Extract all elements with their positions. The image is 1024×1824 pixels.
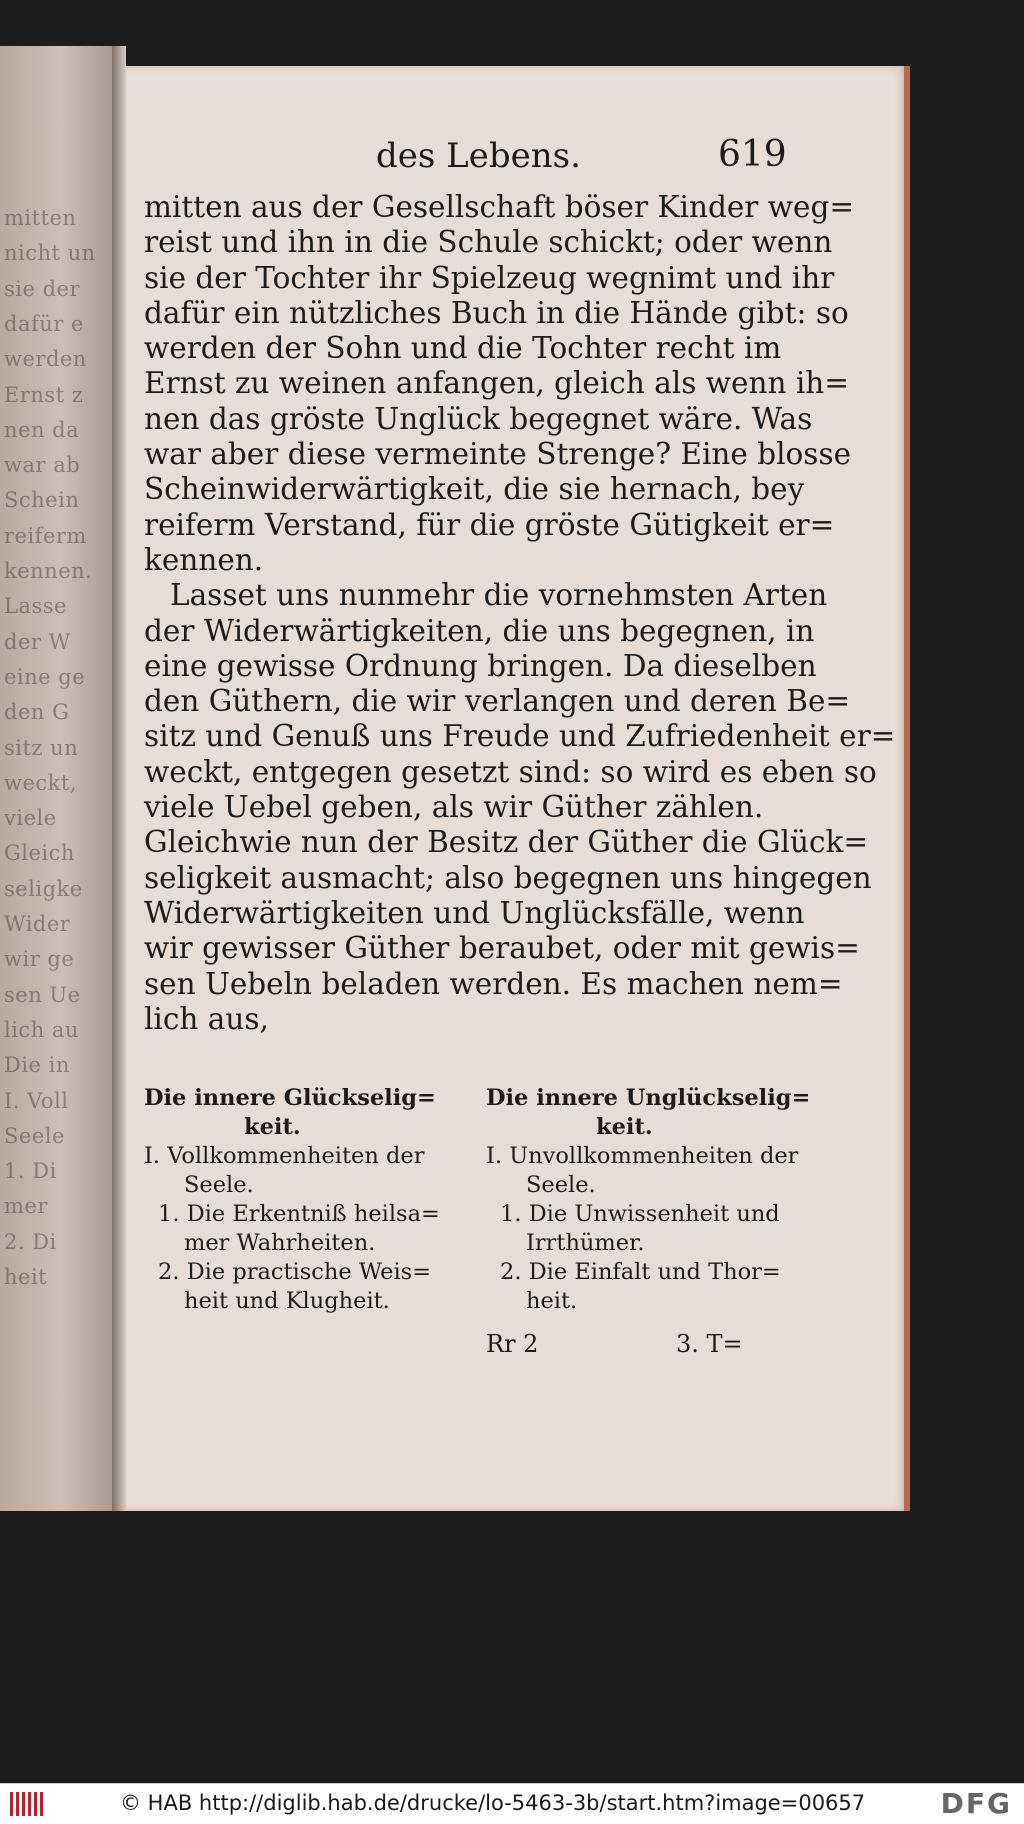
facing-page-text: Ernst z xyxy=(4,382,84,407)
catchword: 3. T= xyxy=(676,1330,743,1358)
signature-mark: Rr 2 xyxy=(486,1330,539,1358)
list-item-cont: Seele. xyxy=(526,1172,596,1198)
facing-page-text: sitz un xyxy=(4,735,79,760)
list-item: 2. Die Einfalt und Thor= xyxy=(500,1259,781,1285)
footer-bar xyxy=(0,1783,1024,1824)
facing-page-text: weckt, xyxy=(4,770,78,795)
text-line: wir gewisser Güther beraubet, oder mit gewis= xyxy=(144,931,860,966)
text-line: eine gewisse Ordnung bringen. Da dieselben xyxy=(144,648,817,683)
facing-page-text: Seele xyxy=(4,1123,65,1148)
facing-page-text: Die in xyxy=(4,1053,70,1078)
list-item-cont: mer Wahrheiten. xyxy=(184,1230,376,1256)
list-item: I. Unvollkommenheiten der xyxy=(486,1143,799,1169)
facing-page-text: nen da xyxy=(4,417,80,442)
facing-page-text: wir ge xyxy=(4,947,75,972)
facing-page-text: mitten xyxy=(4,206,77,230)
list-item: 1. Die Erkentniß heilsa= xyxy=(158,1201,440,1227)
body-text xyxy=(144,190,900,1037)
text-line: reiferm Verstand, für die gröste Gütigkeit er= xyxy=(144,507,835,542)
list-item: 1. Die Unwissenheit und xyxy=(500,1201,780,1227)
text-line: weckt, entgegen gesetzt sind: so wird es eben so xyxy=(144,754,877,789)
facing-page-text: 2. Di xyxy=(4,1229,57,1254)
facing-page-edge xyxy=(0,46,112,1511)
facing-page-text: Gleich xyxy=(4,841,75,866)
facing-page-text: I. Voll xyxy=(4,1088,69,1113)
facing-page-text: heit xyxy=(4,1265,48,1289)
facing-page-text: reiferm xyxy=(4,523,87,548)
text-line: Gleichwie nun der Besitz der Güther die Glück= xyxy=(144,825,869,860)
column-heading-cont: keit. xyxy=(596,1114,653,1140)
dfg-logo: DFG xyxy=(940,1787,1012,1820)
facing-page-text: dafür e xyxy=(4,311,84,336)
facing-page-text: den G xyxy=(4,700,70,725)
comparison-columns xyxy=(144,1084,900,1314)
text-line: werden der Sohn und die Tochter recht im xyxy=(144,331,782,366)
page-edge xyxy=(904,66,910,1511)
facing-page-text: lich au xyxy=(4,1017,79,1042)
text-line: sitz und Genuß uns Freude und Zufriedenheit er= xyxy=(144,719,896,754)
facing-page-text: war ab xyxy=(4,453,81,478)
text-line: Scheinwiderwärtigkeit, die sie hernach, bey xyxy=(144,472,805,507)
list-item-cont: Seele. xyxy=(184,1172,254,1198)
list-item-cont: Irrthümer. xyxy=(526,1230,645,1256)
text-line: Ernst zu weinen anfangen, gleich als wenn ih= xyxy=(144,366,849,401)
facing-page-text: nicht un xyxy=(4,241,96,266)
facing-page-text: eine ge xyxy=(4,664,86,689)
facing-page-text: werden xyxy=(4,347,87,372)
text-line: lich aus, xyxy=(144,1001,269,1036)
page-gutter xyxy=(112,46,126,1511)
facing-page-text: sie der xyxy=(4,276,81,301)
column-happiness xyxy=(144,1084,484,1316)
text-line: nen das gröste Unglück begegnet wäre. Was xyxy=(144,401,813,436)
text-line: Lasset uns nunmehr die vornehmsten Arten xyxy=(170,578,828,613)
facing-page-text: 1. Di xyxy=(4,1159,57,1184)
text-line: reist und ihn in die Schule schickt; oder wenn xyxy=(144,225,833,260)
text-line: mitten aus der Gesellschaft böser Kinder weg= xyxy=(144,190,855,224)
column-heading: Die innere Unglückselig= xyxy=(486,1085,811,1111)
facing-page-text: Lasse xyxy=(4,594,67,619)
text-line: den Güthern, die wir verlangen und deren Be= xyxy=(144,684,851,719)
text-line: Widerwärtigkeiten und Unglücksfälle, wenn xyxy=(144,895,805,930)
facing-page-text: viele xyxy=(4,806,57,831)
page-number: 619 xyxy=(718,134,787,175)
facing-page-text: mer xyxy=(4,1194,48,1219)
facing-page-text: Wider xyxy=(4,912,71,936)
column-heading: Die innere Glückselig= xyxy=(144,1085,436,1111)
column-unhappiness xyxy=(486,1084,826,1316)
text-line: sie der Tochter ihr Spielzeug wegnimt und ihr xyxy=(144,260,835,295)
facing-page-text: seligke xyxy=(4,876,83,901)
text-line: seligkeit ausmacht; also begegnen uns hingegen xyxy=(144,860,872,895)
facing-page-text: Schein xyxy=(4,488,80,513)
list-item: 2. Die practische Weis= xyxy=(158,1259,432,1285)
list-item-cont: heit. xyxy=(526,1288,578,1314)
copyright-url[interactable]: © HAB http://diglib.hab.de/drucke/lo-5463-3b/start.htm?image=00657 xyxy=(120,1791,866,1815)
text-line: der Widerwärtigkeiten, die uns begegnen, in xyxy=(144,613,815,648)
text-line: kennen. xyxy=(144,542,264,577)
text-line: war aber diese vermeinte Strenge? Eine blosse xyxy=(144,437,852,472)
text-line: viele Uebel geben, als wir Güther zählen. xyxy=(144,790,764,825)
book-page xyxy=(126,66,908,1511)
text-line: sen Uebeln beladen werden. Es machen nem= xyxy=(144,966,843,1001)
facing-page-text: sen Ue xyxy=(4,982,81,1007)
barcode-icon xyxy=(10,1792,46,1816)
facing-page-text: der W xyxy=(4,629,71,654)
running-head: des Lebens. xyxy=(376,136,581,176)
text-line: dafür ein nützliches Buch in die Hände gibt: so xyxy=(144,295,849,330)
column-heading-cont: keit. xyxy=(244,1114,301,1140)
facing-page-text: kennen. xyxy=(4,559,93,583)
list-item: I. Vollkommenheiten der xyxy=(144,1143,425,1169)
list-item-cont: heit und Klugheit. xyxy=(184,1288,390,1314)
